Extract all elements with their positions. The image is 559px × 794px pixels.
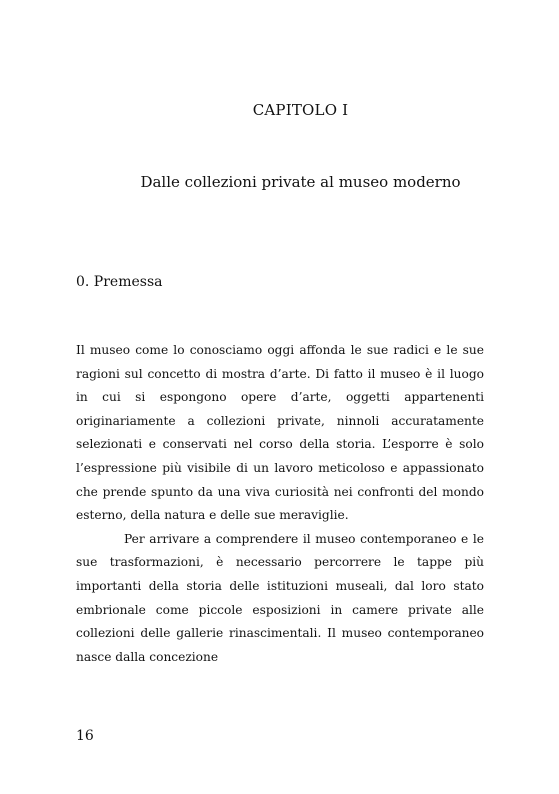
section-heading: 0. Premessa (76, 274, 163, 290)
paragraph-1: Il museo come lo conosciamo oggi affonda le sue radici e le sue ragioni sul concetto di mostra d’arte. Di fatto il museo è il luogo in cui si espongono opere d’arte, oggetti appartenenti originariamente a collezioni private, ninnoli accuratamente selezionati e conservati nel corso della storia. L’esporre è solo l’espressione più visibile di un lavoro meticoloso e appassionato che prende spunto da una viva curiosità nei confronti del mondo esterno, della natura e delle sue meraviglie. (76, 343, 484, 523)
paragraph-2: Per arrivare a comprendere il museo contemporaneo e le sue trasformazioni, è necessario percorrere le tappe più importanti della storia delle istituzioni museali, dal loro stato embrionale come piccole esposizioni in camere private alle collezioni delle gallerie rinascimentali. Il museo contemporaneo nasce dalla concezione (76, 531, 484, 664)
chapter-title: Dalle collezioni private al museo moderno (140, 173, 461, 191)
page-number: 16 (76, 728, 94, 744)
body-text (76, 339, 484, 669)
chapter-label: CAPITOLO I (252, 101, 349, 119)
